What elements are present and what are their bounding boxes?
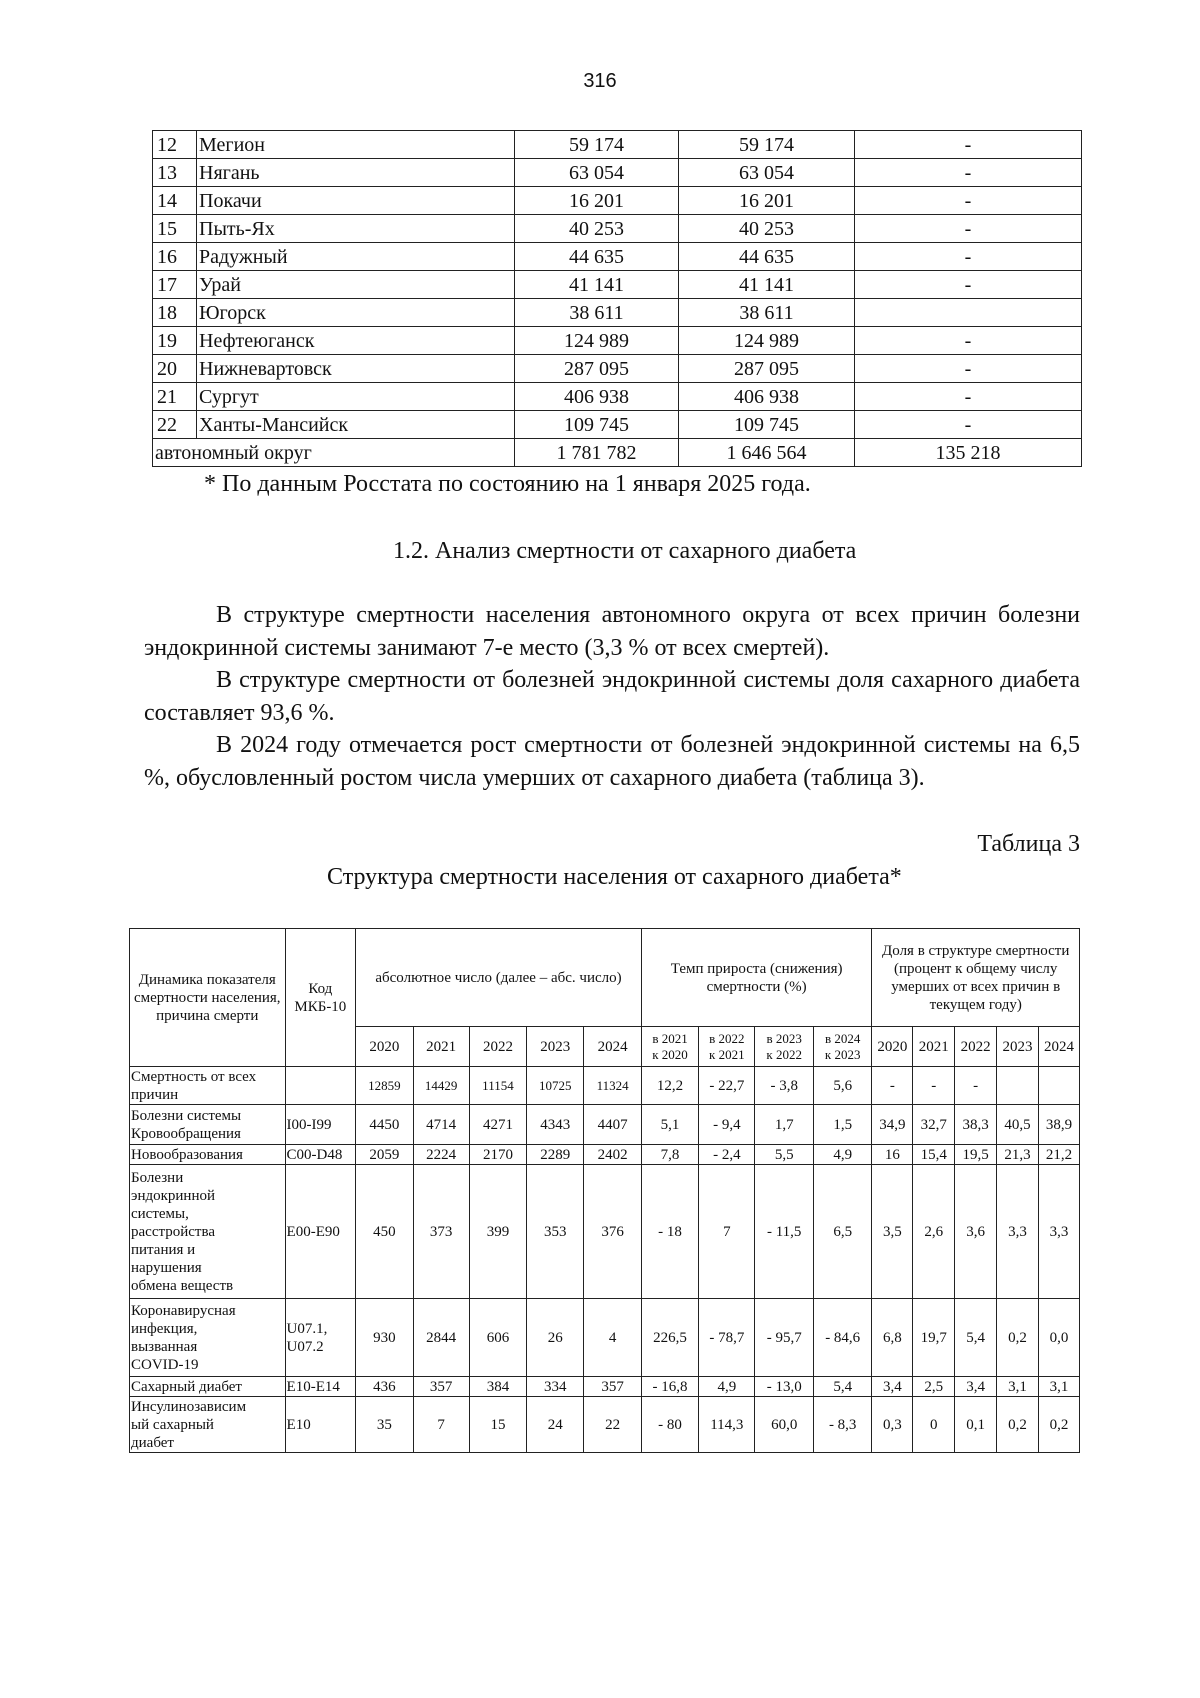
cause-name-line: эндокринной [131, 1187, 215, 1204]
abs-value: 14429 [413, 1067, 469, 1105]
icd-code [285, 1397, 356, 1453]
growth-value: 5,6 [813, 1067, 872, 1105]
row-number: 18 [153, 299, 197, 327]
header-absolute: абсолютное число (далее – абс. число) [356, 929, 642, 1027]
share-value: 3,6 [955, 1165, 997, 1299]
table-title: Структура смертности населения от сахарного диабета* [327, 864, 902, 890]
header-share-year: 2024 [1039, 1027, 1080, 1067]
share-value: 5,4 [955, 1299, 997, 1377]
share-value: 0,1 [955, 1397, 997, 1453]
table-row [153, 383, 1082, 411]
icd-code-line: E00-E90 [286, 1223, 340, 1240]
abs-value: 2289 [527, 1145, 584, 1165]
share-value: 32,7 [913, 1105, 955, 1145]
share-value [1039, 1067, 1080, 1105]
abs-value: 24 [527, 1397, 584, 1453]
cause-name-line: Инсулинозависим [131, 1398, 247, 1415]
growth-value: - 95,7 [755, 1299, 813, 1377]
share-value: - [913, 1067, 955, 1105]
table-row [153, 327, 1082, 355]
mortality-table [129, 928, 1080, 1453]
cause-name-line: Новообразования [131, 1146, 243, 1163]
urban-population: 44 635 [679, 243, 855, 271]
city-name: Югорск [197, 299, 515, 327]
growth-value: 12,2 [641, 1067, 698, 1105]
table-row [153, 187, 1082, 215]
abs-value: 376 [584, 1165, 641, 1299]
abs-value: 2402 [584, 1145, 641, 1165]
total-population: 406 938 [515, 383, 679, 411]
growth-value: 7,8 [641, 1145, 698, 1165]
header-growth: Темп прироста (снижения) смертности (%) [641, 929, 872, 1027]
abs-value: 4407 [584, 1105, 641, 1145]
growth-value: - 16,8 [641, 1377, 698, 1397]
abs-value: 384 [469, 1377, 526, 1397]
cause-name [130, 1165, 286, 1299]
row-number: 20 [153, 355, 197, 383]
total-population: 16 201 [515, 187, 679, 215]
table-row [153, 411, 1082, 439]
total-population: 44 635 [515, 243, 679, 271]
share-value: 0,3 [872, 1397, 913, 1453]
header-code: Код МКБ-10 [285, 929, 356, 1067]
growth-value: 7 [699, 1165, 755, 1299]
abs-value: 7 [413, 1397, 469, 1453]
growth-value: 5,1 [641, 1105, 698, 1145]
table-total-row [153, 439, 1082, 467]
city-name: Радужный [197, 243, 515, 271]
header-growth-period-line: к 2020 [652, 1046, 688, 1062]
total-population: 287 095 [515, 355, 679, 383]
header-share-year: 2023 [997, 1027, 1039, 1067]
abs-value: 2170 [469, 1145, 526, 1165]
urban-population: 16 201 [679, 187, 855, 215]
share-value: 3,4 [872, 1377, 913, 1397]
growth-value: - 2,4 [699, 1145, 755, 1165]
icd-code [285, 1105, 356, 1145]
share-value: 0 [913, 1397, 955, 1453]
growth-value: - 9,4 [699, 1105, 755, 1145]
share-value: 38,9 [1039, 1105, 1080, 1145]
rural-population: - [855, 327, 1082, 355]
header-abs-year: 2020 [356, 1027, 413, 1067]
rural-population: - [855, 243, 1082, 271]
urban-population: 109 745 [679, 411, 855, 439]
icd-code-line: I00-I99 [286, 1116, 332, 1133]
rural-population [855, 299, 1082, 327]
table-row [153, 299, 1082, 327]
rural-population: - [855, 187, 1082, 215]
header-growth-period-line: в 2024 [824, 1030, 861, 1046]
abs-value: 4 [584, 1299, 641, 1377]
share-value: 21,2 [1039, 1145, 1080, 1165]
abs-value: 334 [527, 1377, 584, 1397]
share-value: - [955, 1067, 997, 1105]
icd-code [285, 1067, 356, 1105]
cause-name [130, 1105, 286, 1145]
abs-value: 606 [469, 1299, 526, 1377]
footnote: * По данным Росстата по состоянию на 1 января 2025 года. [204, 471, 811, 497]
icd-code-line: C00-D48 [286, 1146, 343, 1163]
abs-value: 4271 [469, 1105, 526, 1145]
cause-name-line: диабет [131, 1434, 174, 1451]
share-value: 3,3 [1039, 1165, 1080, 1299]
share-value: 15,4 [913, 1145, 955, 1165]
share-value: - [872, 1067, 913, 1105]
abs-value: 930 [356, 1299, 413, 1377]
growth-value: 4,9 [699, 1377, 755, 1397]
header-share-year: 2022 [955, 1027, 997, 1067]
section-heading: 1.2. Анализ смертности от сахарного диабета [393, 538, 857, 564]
abs-value: 4714 [413, 1105, 469, 1145]
growth-value: - 8,3 [813, 1397, 872, 1453]
share-value: 40,5 [997, 1105, 1039, 1145]
cause-name [130, 1145, 286, 1165]
city-name: Нефтеюганск [197, 327, 515, 355]
header-growth-period-line: в 2023 [766, 1030, 802, 1046]
growth-value: - 22,7 [699, 1067, 755, 1105]
growth-value: - 78,7 [699, 1299, 755, 1377]
header-growth-period-line: к 2022 [766, 1046, 802, 1062]
header-abs-year: 2024 [584, 1027, 641, 1067]
row-number: 22 [153, 411, 197, 439]
growth-value: - 13,0 [755, 1377, 813, 1397]
abs-value: 11324 [584, 1067, 641, 1105]
cause-name-line: Коронавирусная [131, 1302, 236, 1319]
share-value: 0,2 [1039, 1397, 1080, 1453]
total-population: 63 054 [515, 159, 679, 187]
icd-code [285, 1145, 356, 1165]
total-population: 59 174 [515, 131, 679, 159]
header-growth-period [641, 1027, 698, 1067]
share-value: 3,4 [955, 1377, 997, 1397]
abs-value: 12859 [356, 1067, 413, 1105]
header-growth-period-line: в 2022 [709, 1030, 745, 1046]
table-row [153, 131, 1082, 159]
growth-value: 1,5 [813, 1105, 872, 1145]
body-text [144, 599, 1080, 794]
share-value: 19,5 [955, 1145, 997, 1165]
row-number: 21 [153, 383, 197, 411]
growth-value: - 84,6 [813, 1299, 872, 1377]
table-row [153, 215, 1082, 243]
abs-value: 436 [356, 1377, 413, 1397]
cause-name-line: Кровообращения [131, 1125, 241, 1142]
header-growth-period [813, 1027, 872, 1067]
total-population: 38 611 [515, 299, 679, 327]
share-value: 0,2 [997, 1299, 1039, 1377]
paragraph: В структуре смертности населения автономного округа от всех причин болезни эндокринной системы занимают 7-е место (3,3 % от всех смертей). [144, 602, 1080, 661]
abs-value: 11154 [469, 1067, 526, 1105]
city-name: Нижневартовск [197, 355, 515, 383]
abs-value: 2059 [356, 1145, 413, 1165]
table-row [130, 1299, 1080, 1377]
header-share-year: 2021 [913, 1027, 955, 1067]
city-name: Покачи [197, 187, 515, 215]
icd-code-line: E10 [286, 1416, 311, 1433]
rural-population: - [855, 215, 1082, 243]
total-population: 109 745 [515, 411, 679, 439]
growth-value: 5,5 [755, 1145, 813, 1165]
rural-population: - [855, 131, 1082, 159]
icd-code [285, 1377, 356, 1397]
paragraph: В структуре смертности от болезней эндокринной системы доля сахарного диабета составляет 93,6 %. [144, 667, 1080, 726]
city-name: Мегион [197, 131, 515, 159]
population-table [152, 130, 1082, 467]
abs-value: 15 [469, 1397, 526, 1453]
header-abs-year: 2022 [469, 1027, 526, 1067]
header-abs-year: 2021 [413, 1027, 469, 1067]
abs-value: 26 [527, 1299, 584, 1377]
total-population: 40 253 [515, 215, 679, 243]
share-value: 3,1 [1039, 1377, 1080, 1397]
table-row [130, 1165, 1080, 1299]
share-value: 38,3 [955, 1105, 997, 1145]
growth-value: 226,5 [641, 1299, 698, 1377]
cause-name-line: расстройства [131, 1223, 215, 1240]
icd-code [285, 1299, 356, 1377]
cause-name-line: обмена веществ [131, 1277, 234, 1294]
cause-name-line: Смертность от всех [131, 1068, 257, 1085]
urban-population: 406 938 [679, 383, 855, 411]
cause-name-line: Сахарный диабет [131, 1378, 242, 1395]
abs-value: 373 [413, 1165, 469, 1299]
share-value: 21,3 [997, 1145, 1039, 1165]
share-value [997, 1067, 1039, 1105]
growth-value: 114,3 [699, 1397, 755, 1453]
page-number: 316 [583, 70, 617, 92]
cause-name-line: нарушения [131, 1259, 202, 1276]
cause-name [130, 1067, 286, 1105]
table-row [130, 1145, 1080, 1165]
cause-name-line: ый сахарный [131, 1416, 214, 1433]
table-label: Таблица 3 [977, 831, 1080, 857]
rural-population: - [855, 383, 1082, 411]
city-name: Урай [197, 271, 515, 299]
total-population: 124 989 [515, 327, 679, 355]
row-number: 19 [153, 327, 197, 355]
table-row [153, 243, 1082, 271]
icd-code-line: E10-E14 [286, 1378, 340, 1395]
table-row [130, 1377, 1080, 1397]
urban-population: 287 095 [679, 355, 855, 383]
icd-code-line: U07.2 [286, 1338, 324, 1355]
cause-name-line: COVID-19 [131, 1356, 199, 1373]
abs-value: 4343 [527, 1105, 584, 1145]
share-value: 3,5 [872, 1165, 913, 1299]
cause-name-line: инфекция, [131, 1320, 198, 1337]
share-value: 19,7 [913, 1299, 955, 1377]
header-abs-year: 2023 [527, 1027, 584, 1067]
abs-value: 450 [356, 1165, 413, 1299]
abs-value: 2844 [413, 1299, 469, 1377]
abs-value: 357 [584, 1377, 641, 1397]
cause-name-line: Болезни [131, 1169, 184, 1186]
city-name: Ханты-Мансийск [197, 411, 515, 439]
row-number: 16 [153, 243, 197, 271]
urban-population: 124 989 [679, 327, 855, 355]
header-growth-period-line: к 2021 [709, 1046, 745, 1062]
abs-value: 4450 [356, 1105, 413, 1145]
urban-population: 1 646 564 [679, 439, 855, 467]
table-row [130, 1105, 1080, 1145]
cause-name-line: вызванная [131, 1338, 198, 1355]
rural-population: - [855, 355, 1082, 383]
header-growth-period-line: к 2023 [824, 1046, 861, 1062]
row-number: 12 [153, 131, 197, 159]
share-value: 3,1 [997, 1377, 1039, 1397]
cause-name-line: питания и [131, 1241, 196, 1258]
abs-value: 357 [413, 1377, 469, 1397]
total-population: 1 781 782 [515, 439, 679, 467]
header-share: Доля в структуре смертности (процент к общему числу умерших от всех причин в текущем году) [872, 929, 1080, 1027]
header-share-year: 2020 [872, 1027, 913, 1067]
row-number: 15 [153, 215, 197, 243]
share-value: 34,9 [872, 1105, 913, 1145]
abs-value: 22 [584, 1397, 641, 1453]
table-row [153, 271, 1082, 299]
row-number: 17 [153, 271, 197, 299]
row-number: 14 [153, 187, 197, 215]
header-growth-period [755, 1027, 813, 1067]
growth-value: 5,4 [813, 1377, 872, 1397]
rural-population: 135 218 [855, 439, 1082, 467]
abs-value: 10725 [527, 1067, 584, 1105]
cause-name-line: системы, [131, 1205, 189, 1222]
growth-value: - 18 [641, 1165, 698, 1299]
icd-code [285, 1165, 356, 1299]
growth-value: 60,0 [755, 1397, 813, 1453]
city-name: Пыть-Ях [197, 215, 515, 243]
urban-population: 63 054 [679, 159, 855, 187]
urban-population: 40 253 [679, 215, 855, 243]
growth-value: 1,7 [755, 1105, 813, 1145]
header-growth-period-line: в 2021 [652, 1030, 688, 1046]
share-value: 3,3 [997, 1165, 1039, 1299]
abs-value: 399 [469, 1165, 526, 1299]
table-row [153, 355, 1082, 383]
share-value: 16 [872, 1145, 913, 1165]
city-name: Нягань [197, 159, 515, 187]
share-value: 2,5 [913, 1377, 955, 1397]
growth-value: 4,9 [813, 1145, 872, 1165]
urban-population: 41 141 [679, 271, 855, 299]
cause-name [130, 1397, 286, 1453]
total-population: 41 141 [515, 271, 679, 299]
city-name: Сургут [197, 383, 515, 411]
paragraph: В 2024 году отмечается рост смертности от болезней эндокринной системы на 6,5 %, обусловленный ростом числа умерших от сахарного диабета (таблица 3). [144, 732, 1080, 791]
table-row [130, 1067, 1080, 1105]
table-row [130, 1397, 1080, 1453]
cause-name-line: причин [131, 1086, 179, 1103]
row-number: 13 [153, 159, 197, 187]
rural-population: - [855, 159, 1082, 187]
growth-value: - 11,5 [755, 1165, 813, 1299]
share-value: 2,6 [913, 1165, 955, 1299]
urban-population: 59 174 [679, 131, 855, 159]
abs-value: 353 [527, 1165, 584, 1299]
cause-name [130, 1377, 286, 1397]
share-value: 6,8 [872, 1299, 913, 1377]
abs-value: 2224 [413, 1145, 469, 1165]
table-row [153, 159, 1082, 187]
growth-value: - 80 [641, 1397, 698, 1453]
icd-code-line: U07.1, [286, 1320, 328, 1337]
rural-population: - [855, 411, 1082, 439]
cause-name-line: Болезни системы [131, 1107, 242, 1124]
share-value: 0,0 [1039, 1299, 1080, 1377]
cause-name [130, 1299, 286, 1377]
abs-value: 35 [356, 1397, 413, 1453]
header-indicator: Динамика показателя смертности населения, причина смерти [130, 929, 286, 1067]
rural-population: - [855, 271, 1082, 299]
growth-value: 6,5 [813, 1165, 872, 1299]
header-growth-period [699, 1027, 755, 1067]
total-label: автономный округ [153, 439, 515, 467]
urban-population: 38 611 [679, 299, 855, 327]
growth-value: - 3,8 [755, 1067, 813, 1105]
share-value: 0,2 [997, 1397, 1039, 1453]
